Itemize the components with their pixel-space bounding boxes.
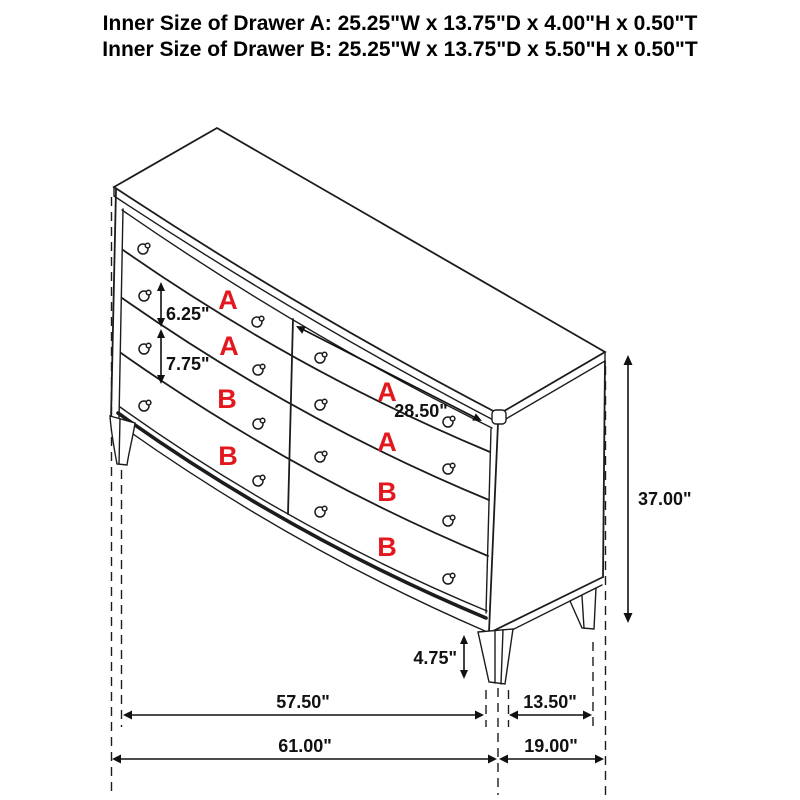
arrowhead-left (112, 755, 121, 764)
arrowhead-right (595, 755, 604, 764)
arrowhead-right (583, 711, 592, 720)
post-top-cap (492, 410, 506, 424)
dimension-label: 7.75" (166, 354, 210, 374)
dim-drawer-b-height (157, 329, 210, 384)
arrowhead-left (509, 711, 518, 720)
knob-cap (322, 352, 327, 357)
drawer-letter-right-3: B (377, 477, 397, 507)
drawer-letter-left-1: A (218, 285, 238, 315)
arrowhead-up (624, 355, 633, 365)
knob-cap (322, 399, 327, 404)
dresser (110, 128, 605, 684)
dimension-label: 19.00" (524, 736, 578, 756)
dim-overall-width (112, 736, 497, 764)
knob-cap (322, 451, 327, 456)
drawer-letter-right-2: A (377, 427, 397, 457)
dim-front-width (123, 692, 484, 720)
header-line-1: Inner Size of Drawer A: 25.25"W x 13.75"D x 4.00"H x 0.50"T (102, 12, 698, 35)
arrowhead-right (488, 755, 497, 764)
top-face (114, 128, 605, 423)
knob-cap (145, 243, 150, 248)
knob-cap (259, 316, 264, 321)
drawer-letter-left-3: B (217, 384, 237, 414)
side-back-edge (603, 361, 605, 577)
drawer-letter-right-4: B (377, 532, 397, 562)
drawer-letter-left-4: B (218, 441, 238, 471)
knob-cap (146, 400, 151, 405)
knob-cap (260, 418, 265, 423)
arrowhead-down (624, 613, 633, 623)
dimension-label: 61.00" (278, 736, 332, 756)
arrowhead-up (460, 635, 468, 644)
knob-cap (146, 343, 151, 348)
dimension-label: 6.25" (166, 304, 210, 324)
bottom-rail-top (120, 407, 487, 611)
dimension-label: 57.50" (276, 692, 330, 712)
front-left-leg (110, 416, 135, 465)
knob-cap (260, 475, 265, 480)
dim-overall-height (624, 355, 692, 623)
arrowhead-down (460, 670, 468, 679)
header-line-2: Inner Size of Drawer B: 25.25"W x 13.75"D x 5.50"H x 0.50"T (102, 38, 698, 61)
arrowhead-up (157, 329, 165, 338)
dimension-label: 4.75" (413, 648, 457, 668)
knob-cap (322, 506, 327, 511)
front-left-leg-edge (119, 419, 120, 464)
knob-cap (450, 515, 455, 520)
knob-cap (260, 364, 265, 369)
knob-cap (450, 416, 455, 421)
arrowhead-up (157, 282, 165, 291)
dimension-label: 13.50" (523, 692, 577, 712)
arrowhead-left (499, 755, 508, 764)
knob-cap (146, 290, 151, 295)
dim-overall-depth (499, 736, 604, 764)
knob-cap (450, 573, 455, 578)
dim-side-width (509, 692, 592, 720)
front-left-stile (119, 209, 123, 419)
dim-leg-height (413, 635, 468, 679)
arrowhead-left (123, 711, 132, 720)
drawer-letter-right-1: A (377, 377, 397, 407)
dim-drawer-a-height (157, 282, 210, 327)
header (102, 12, 698, 61)
arrowhead-right (475, 711, 484, 720)
drawer-letter-left-2: A (219, 331, 239, 361)
dimension-label: 28.50" (394, 401, 448, 421)
knob-cap (450, 463, 455, 468)
drawer-divider (288, 319, 293, 514)
dimension-label: 37.00" (638, 489, 692, 509)
